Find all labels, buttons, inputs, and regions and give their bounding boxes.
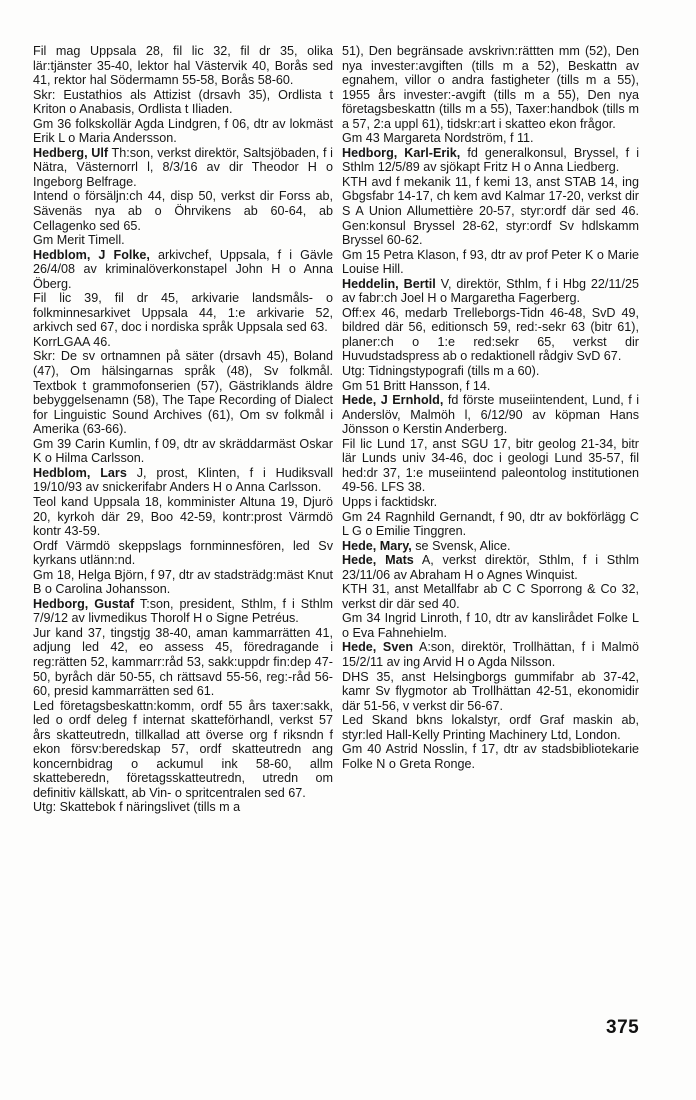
entry-paragraph [342,248,639,277]
entry-name: Hedberg, Ulf [33,145,109,160]
entry-paragraph [33,291,333,335]
entry-text: Gm 36 folkskollär Agda Lindgren, f 06, dtr av lokmäst Erik L o Maria Andersson. [33,116,333,146]
entry-text: A:son, direktör, Trollhättan, f i Malmö 15/2/11 av ing Arvid H o Agda Nilsson. [342,640,639,669]
entry-text: Fil lic 39, fil dr 45, arkivarie landsmåls- o folkminnesarkivet Uppsala 44, 1:e arkivarie 52, arkivch sed 67, doc i nordiska språk Uppsala sed 63. [33,291,333,335]
entry-paragraph [342,175,639,248]
entry-paragraph [33,44,333,88]
entry-name: Hede, Sven [342,640,414,655]
entry-paragraph [342,713,639,742]
biography-entry [33,248,333,292]
entry-text: Gm 40 Astrid Nosslin, f 17, dtr av stadsbibliotekarie Folke N o Greta Ronge. [342,742,639,771]
entry-paragraph [33,233,333,248]
entry-text: Utg: Skattebok f näringslivet (tills m a [33,800,241,815]
entry-text: Teol kand Uppsala 18, komminister Altuna 19, Djurö 20, kyrkoh där 29, Boo 42-59, kontr:prost Värmdö kontr 43-59. [33,494,333,539]
entry-text: Intend o försäljn:ch 44, disp 50, verkst dir Forss ab, Sävenäs nya ab o Öhrvikens ab 60-64, ab Cellagenko sed 65. [33,189,333,233]
entry-paragraph [342,742,639,771]
entry-paragraph [342,670,639,714]
entry-text: Skr: De sv ortnamnen på säter (drsavh 45), Boland (47), Om hälsingarnas språk (48), Sv folkmål. Textbok t grammofonserien (57), Gästriklands äldre bebyggelsenamn (58), The Tape Recording of Dialect for Linguistic Sound Archives (61), Om sv folkmål i Amerika (63-66). [33,349,333,437]
entry-paragraph [33,800,333,815]
entry-name: Hede, J Ernhold, [342,393,444,408]
entry-paragraph [33,88,333,117]
entry-text: Gm 34 Ingrid Linroth, f 10, dtr av kanslirådet Folke L o Eva Fahnehielm. [342,611,639,640]
entry-paragraph [33,349,333,436]
entry-paragraph [33,626,333,699]
entry-text: Gm 51 Britt Hansson, f 14. [342,378,491,393]
entry-name: Heddelin, Bertil [342,276,436,291]
entry-name: Hedblom, Lars [33,465,127,480]
entry-name: Hede, Mary, [342,538,412,553]
biography-entry [342,393,639,437]
entry-name: Hede, Mats [342,553,414,568]
entry-text: Utg: Tidningstypografi (tills m a 60). [342,364,540,379]
entry-text: Jur kand 37, tingstjg 38-40, aman kammarrätten 41, adjung led 42, eo assess 45, föredragande i reg:rätten 52, kammarr:råd 53, sakk:uppdr fin:dep 47-50, byråch där 50-55, ch rättsavd 55-56, reg:-råd 56-60, presid kammarrätten sed 61. [33,625,333,699]
entry-text: Off:ex 46, medarb Trelleborgs-Tidn 46-48, SvD 49, bildred där 56, editionsch 59, red:-sekr 63 (bitr 61), planer:ch o 1:e red:sekr 65, verkst dir Huvudstadspress ab o redaktionell rådgiv SvD 67. [342,305,639,364]
entry-text: T:son, president, Sthlm, f i Sthlm 7/9/12 av livmedikus Thorolf H o Signe Petréus. [33,596,333,626]
entry-text: DHS 35, anst Helsingborgs gummifabr ab 37-42, kamr Sv flygmotor ab Trollhättan 42-51, ekonomidir där 51-56, v verkst dir 56-67. [342,669,639,713]
right-column [342,44,639,771]
entry-text: Skr: Eustathios als Attizist (drsavh 35), Ordlista t Kriton o Anabasis, Ordlista t Iliaden. [33,87,333,117]
entry-paragraph [33,335,333,350]
entry-paragraph [33,495,333,539]
entry-text: fd förste museiintendent, Lund, f i Anderslöv, Malmöh l, 6/12/90 av köpman Hans Jönsson o Kerstin Anderberg. [342,393,639,437]
entry-text: Th:son, verkst direktör, Saltsjöbaden, f i Nätra, Västernorrl l, 8/3/16 av dir Theodor H o Ingeborg Belfrage. [33,145,333,189]
entry-text: 51), Den begränsade avskrivn:rättten mm (52), Den nya invester:avgiften (tills m a 52), Beskattn av egnahem, villor o andra fastigheter (tills m a 55), 1955 års invester:-avgift (tills m a 55), Den nya företagsbeskattn (tills m a 55), Taxer:handbok (tills m a 57, 2:a uppl 61), tidskr:art i skatteo ekon frågor. [342,44,639,131]
entry-text: KTH 31, anst Metallfabr ab C C Sporrong & Co 32, verkst dir där sed 40. [342,582,639,611]
biography-entry [33,146,333,190]
entry-paragraph [342,44,639,131]
entry-text: Gm 18, Helga Björn, f 97, dtr av stadsträdg:mäst Knut B o Carolina Johansson. [33,567,333,597]
entry-paragraph [342,437,639,495]
entry-paragraph [342,306,639,364]
entry-text: Led Skand bkns lokalstyr, ordf Graf maskin ab, styr:led Hall-Kelly Printing Machinery Ltd, London. [342,713,639,742]
entry-text: Gm 39 Carin Kumlin, f 09, dtr av skräddarmäst Oskar K o Hilma Carlsson. [33,436,333,466]
biography-entry [342,553,639,582]
entry-paragraph [342,582,639,611]
entry-text: KTH avd f mekanik 11, f kemi 13, anst STAB 14, ing Gbgsfabr 14-17, ch kem avd Kalmar 17-20, verkst dir S A Union Allumettière 20-57, styr:ordf där sed 46. Gen:konsul Bryssel 28-62, styr:ordf Sv hdlskamm Bryssel 60-62. [342,174,639,248]
entry-text: Gm 15 Petra Klason, f 93, dtr av prof Peter K o Marie Louise Hill. [342,247,639,277]
entry-paragraph [342,379,639,394]
entry-paragraph [33,699,333,801]
entry-text: se Svensk, Alice. [411,538,511,553]
biography-entry [33,597,333,626]
entry-paragraph [342,131,639,146]
entry-text: Gm 24 Ragnhild Gernandt, f 90, dtr av bokförlägg C L G o Emilie Tinggren. [342,509,639,539]
entry-text: KorrLGAA 46. [33,334,111,349]
entry-text: Led företagsbeskattn:komm, ordf 55 års taxer:sakk, led o ordf deleg f internat skatteförhandl, verkst 57 års skatteutredn, tillkallad att översе org f riksndn f ekon försv:beredskap 57, ordf skatteutredn ang koncernbidrag o ackumul ink 58-60, allm skatteberedn, företagsskatteutredn, utredn om definitiv källskatt, ab Vin- o spritcentralen sed 67. [33,698,333,800]
entry-paragraph [33,117,333,146]
entry-paragraph [33,539,333,568]
entry-text: Fil mag Uppsala 28, fil lic 32, fil dr 35, olika lär:tjänster 35-40, lektor hal Västervik 40, Borås sed 41, rektor hal Södermamn 55-58, Borås 58-60. [33,44,333,88]
biography-entry [342,640,639,669]
page-number: 375 [606,1017,640,1038]
entry-name: Hedblom, J Folke, [33,247,150,262]
entry-paragraph [342,495,639,510]
entry-text: fd generalkonsul, Bryssel, f i Sthlm 12/5/89 av sjökapt Fritz H o Anna Liedberg. [342,145,640,175]
entry-text: Ordf Värmdö skeppslags fornminnesfören, led Sv kyrkans utlänn:nd. [33,538,333,568]
entry-paragraph [33,568,333,597]
entry-text: V, direktör, Sthlm, f i Hbg 22/11/25 av fabr:ch Joel H o Margaretha Fagerberg. [342,276,639,306]
biography-entry [33,466,333,495]
entry-paragraph [342,364,639,379]
entry-name: Hedborg, Karl-Erik, [342,145,461,160]
biography-entry [342,277,639,306]
biography-entry [342,146,639,175]
entry-text: Upps i facktidskr. [342,494,438,509]
entry-paragraph [33,437,333,466]
entry-text: Fil lic Lund 17, anst SGU 17, bitr geolog 21-34, bitr lär Lunds univ 34-46, doc i geologi Lund 35-57, fil hed:dr 37, 1:e museiintend paleontolog institutionen 49-56. LFS 38. [342,436,639,495]
biography-entry [342,539,639,554]
entry-paragraph [342,510,639,539]
entry-text: Gm 43 Margareta Nordström, f 11. [342,131,534,146]
entry-name: Hedborg, Gustaf [33,596,135,611]
entry-paragraph [342,611,639,640]
entry-paragraph [33,189,333,233]
left-column [33,44,333,815]
entry-text: J, prost, Klinten, f i Hudiksvall 19/10/93 av snickerifabr Anders H o Anna Carlsson. [33,465,333,495]
entry-text: arkivchef, Uppsala, f i Gävle 26/4/08 av kriminalöverkonstapel John H o Anna Öberg. [33,247,333,291]
entry-text: A, verkst direktör, Sthlm, f i Sthlm 23/11/06 av Abraham H o Agnes Winquist. [342,553,639,582]
entry-text: Gm Merit Timell. [33,233,125,248]
